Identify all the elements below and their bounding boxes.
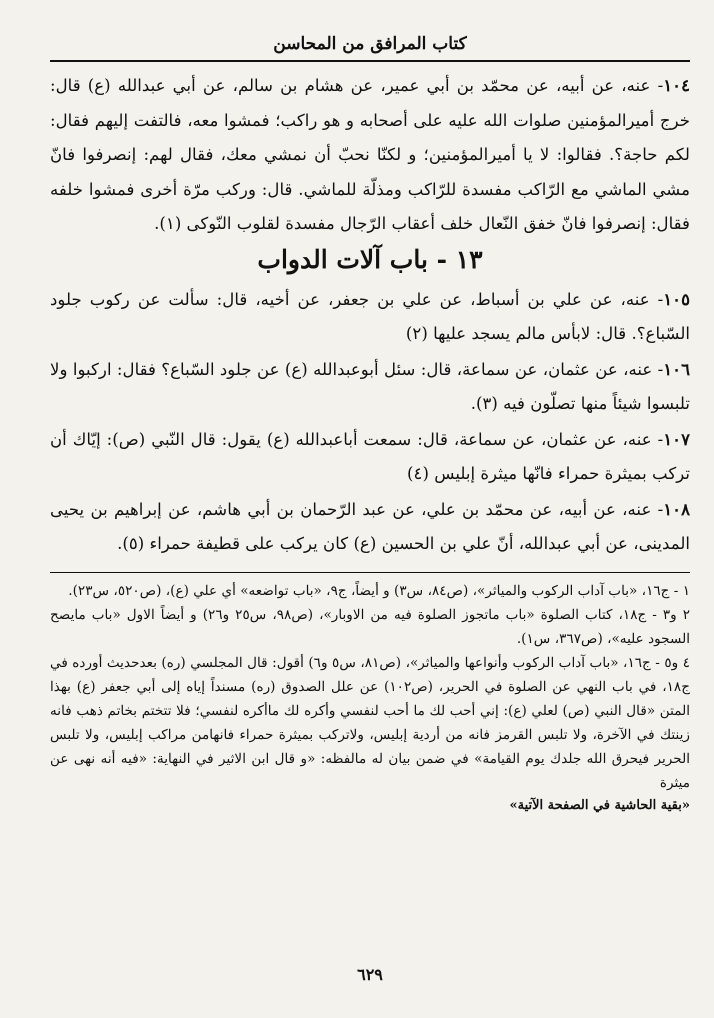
hadith-paragraph [50, 492, 690, 562]
hadith-text: - عنه، عن علي بن أسباط، عن علي بن جعفر، عن أخيه، قال: سألت عن ركوب جلود السّباع؟. قال: لابأس مالم يسجد عليها (٢) [50, 289, 690, 343]
hadith-number: ١٠٤ [663, 75, 690, 95]
hadith-paragraph [50, 282, 690, 352]
hadith-paragraph [50, 68, 690, 242]
hadith-text: - عنه، عن أبيه، عن محمّد بن علي، عن عبد الرّحمان بن أبي هاشم، عن إبراهيم بن يحيى المدينى، عن أبي عبدالله، أنّ علي بن الحسين (ع) كان يركب على قطيفة حمراء (٥). [50, 499, 690, 553]
hadith-text: - عنه، عن أبيه، عن محمّد بن أبي عمير، عن هشام بن سالم، عن أبي عبدالله (ع) قال: خرج أميرالمؤمنين صلوات الله عليه على أصحابه و هو راكب؛ فمشوا معه، فالتفت إليهم فقال: لكم حاجة؟. فقالوا: لا يا أميرالمؤمنين؛ و لكنّا نحبّ أن نمشي معك، فقال لهم: إنصرفوا فانّ مشي الماشي مع الرّاكب مفسدة للرّاكب ومذلّة للماشي. قال: وركب مرّة أخرى فمشوا خلفه فقال: إنصرفوا فانّ خفق النّعال خلف أعقاب الرّجال مفسدة لقلوب النّوكى (١). [50, 76, 690, 233]
page-number: ٦٢٩ [357, 965, 383, 984]
hadith-paragraph [50, 352, 690, 422]
hadith-text: - عنه، عن عثمان، عن سماعة، قال: سمعت أباعبدالله (ع) يقول: قال النّبي (ص): إيّاك أن تركب بميثرة حمراء فانّها ميثرة إبليس (٤) [50, 429, 690, 483]
running-head: كتاب المرافق من المحاسن [50, 30, 690, 62]
hadith-text: - عنه، عن عثمان، عن سماعة، قال: سئل أبوعبدالله (ع) عن جلود السّباع؟ فقال: اركبوا ولا تلبسوا شيئاً منها تصلّون فيه (٣). [50, 359, 690, 413]
footnote-continued-note: «بقية الحاشية في الصفحة الآتية» [509, 797, 690, 813]
footnotes [50, 579, 690, 817]
footnote-divider [50, 572, 690, 573]
chapter-heading: ١٣ - باب آلات الدواب [257, 244, 483, 274]
hadith-paragraph [50, 422, 690, 492]
book-page [50, 30, 690, 990]
hadith-number: ١٠٨ [663, 498, 690, 519]
footnote: ٢ و٣ - ج١٨، كتاب الصلوة «باب ماتجوز الصلوة فيه من الاوبار»، (ص٩٨، س٢٥ و٢٦) و أيضاً الاول «باب مايصح السجود عليه»، (ص٣٦٧، س١). [50, 606, 690, 647]
hadith-number: ١٠٥ [663, 288, 690, 309]
main-text [50, 68, 690, 562]
footnote: ١ - ج١٦، «باب آداب الركوب والمياثر»، (ص٨٤، س٣) و أيضاً، ج٩، «باب تواضعه» أي علي (ع)، (ص٥٢٠، س٢٣). [68, 582, 690, 599]
hadith-number: ١٠٧ [663, 428, 690, 449]
hadith-number: ١٠٦ [663, 358, 690, 379]
footnote: ٤ و٥ - ج١٦، «باب آداب الركوب وأنواعها والمياثر»، (ص٨١، س٥ و٦) أقول: قال المجلسي (ره) بعدحديث أورده في ج١٨، في باب النهي عن الصلوة في الحرير، (ص١٠٢) عن علل الصدوق (ره) مسنداً إياه إلى أبي جعفر (ع) بهذا المتن «قال النبي (ص) لعلي (ع): إني أحب لك ما أحب لنفسي وأكره لك ماأكره لنفسي؛ فلا تتختم بخاتم ذهب فانه زينتك في الآخرة، ولا تلبس القرمز فانه من أردية إبليس، ولاتركب بميثرة حمراء فانهامن مراكب إبليس، ولا تلبس الحرير فيحرق الله جلدك يوم القيامة» في ضمن بيان له مالفظه: «و قال ابن الاثير في النهاية: «فيه أنه نهى عن ميثرة [50, 654, 690, 791]
